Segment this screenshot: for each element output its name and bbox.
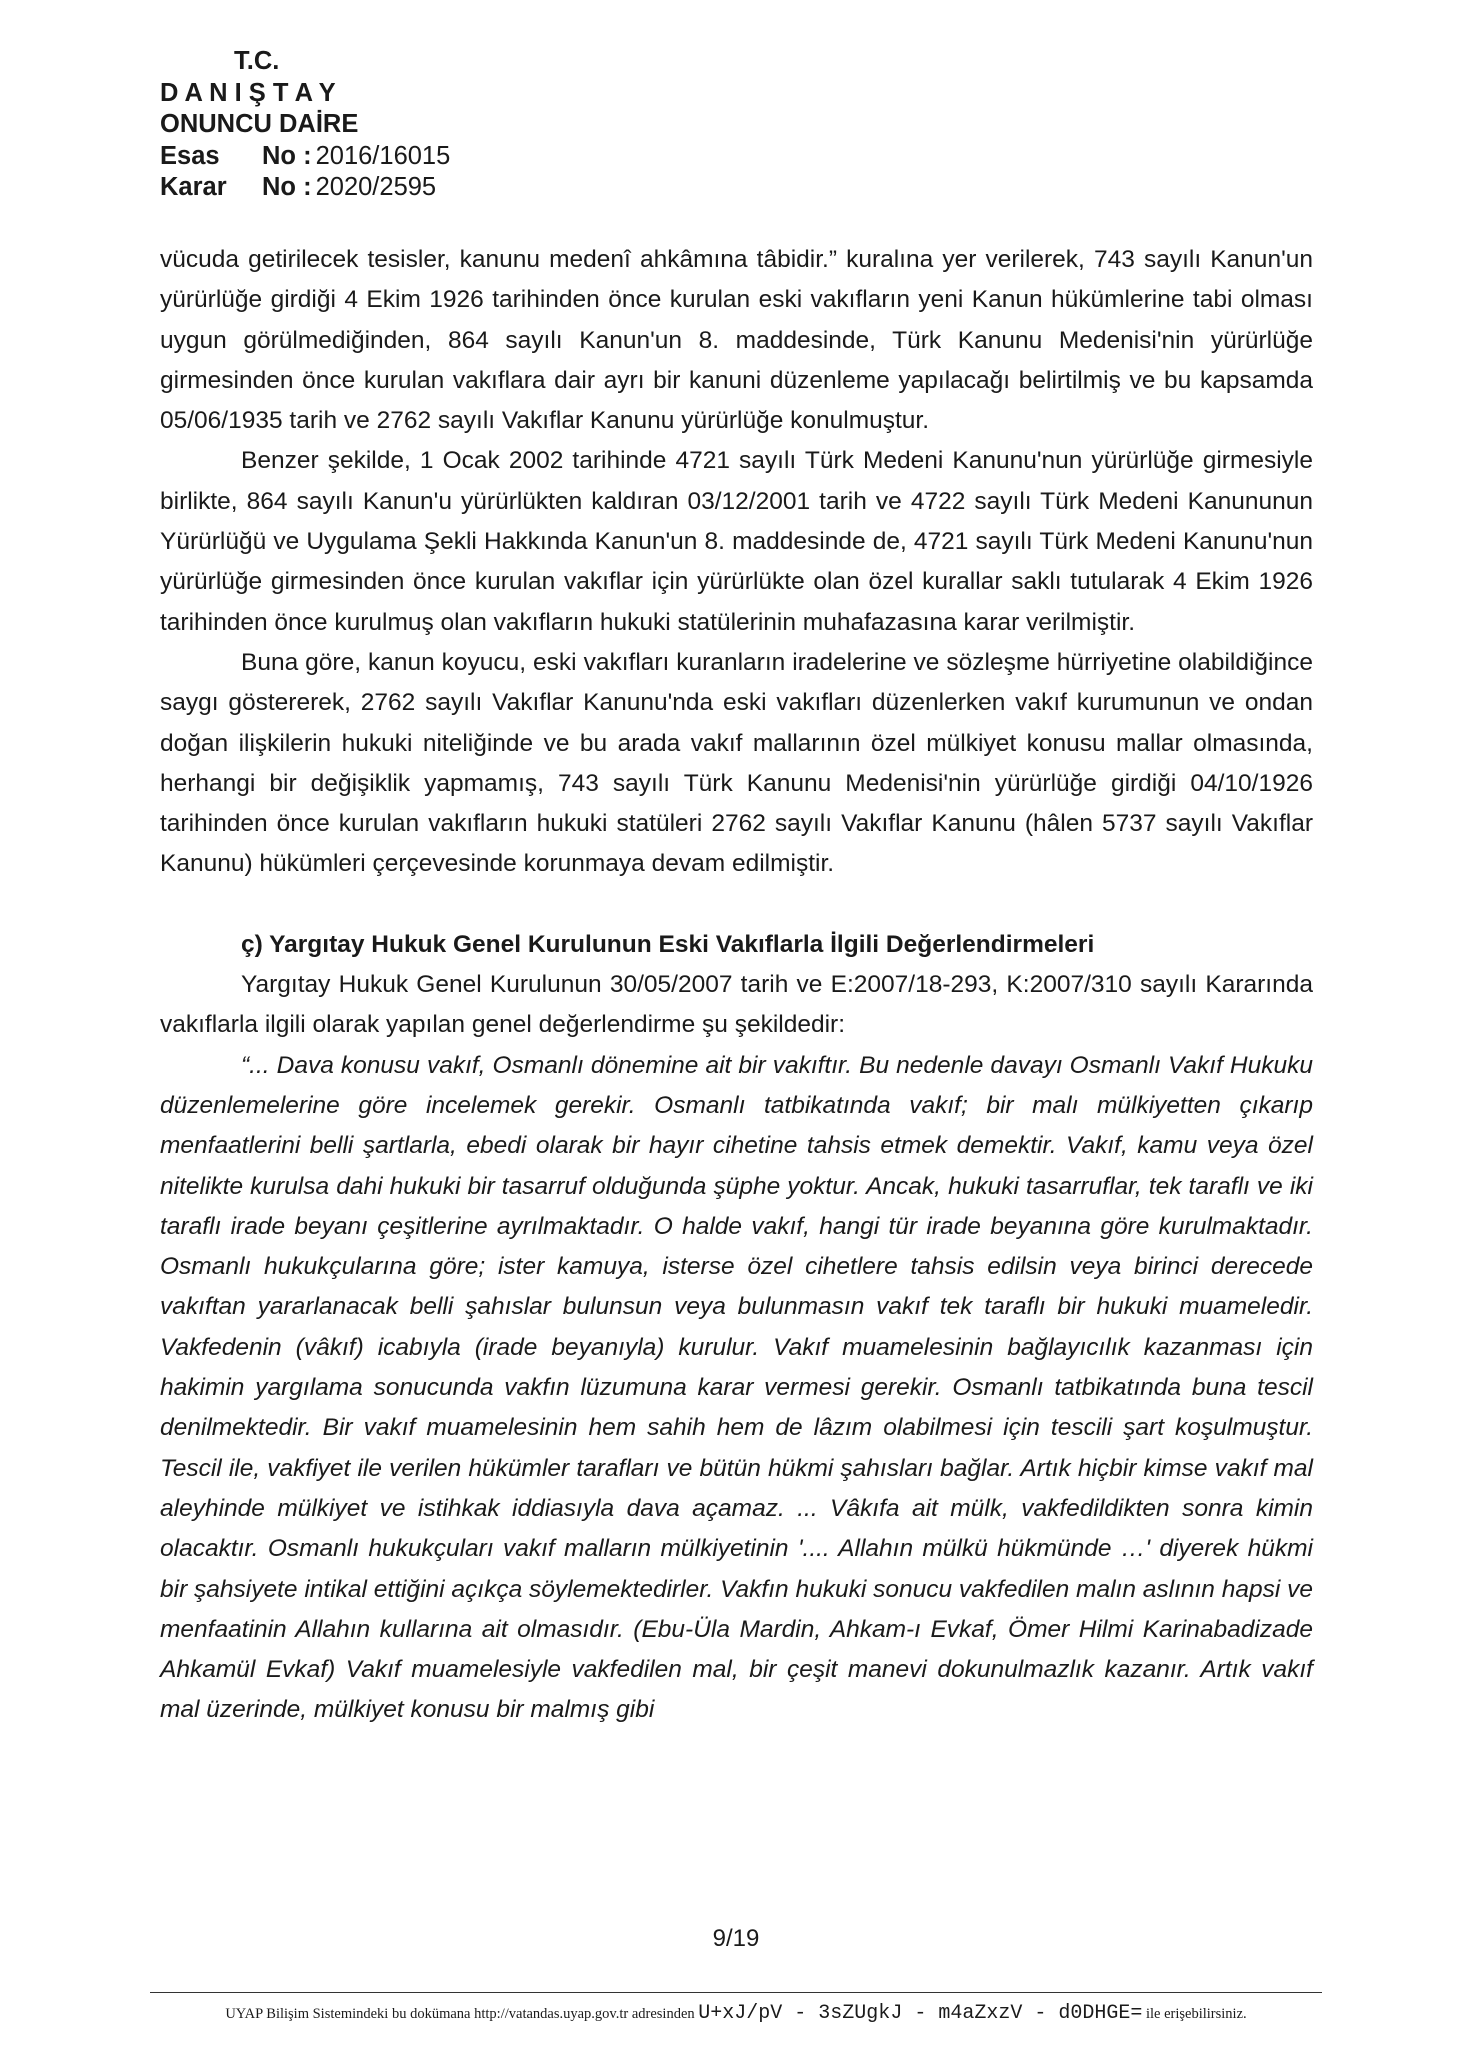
paragraph-continued: vücuda getirilecek tesisler, kanunu medenî ahkâmına tâbidir.” kuralına yer verilerek, 743 sayılı Kanun'un yürürlüğe girdiği 4 Ekim 1926 tarihinden önce kurulan eski vakıfların yeni Kanun hükümlerine tabi olması uygun görülmediğinden, 864 sayılı Kanun'un 8. maddesinde, Türk Kanunu Medenisi'nin yürürlüğe girmesinden önce kurulan vakıflara dair ayrı bir kanuni düzenleme yapılacağı belirtilmiş ve bu kapsamda 05/06/1935 tarih ve 2762 sayılı Vakıflar Kanunu yürürlüğe konulmuştur.	[160, 246, 1313, 435]
esas-no-label: No :	[262, 141, 312, 170]
footer-prefix: UYAP Bilişim Sistemindeki bu dokümana http://vatandas.uyap.gov.tr adresinden	[225, 2006, 695, 2022]
header-court: D A N I Ş T A Y	[160, 78, 336, 107]
esas-number: 2016/16015	[315, 141, 451, 170]
footer-suffix: ile erişebilirsiniz.	[1145, 2006, 1247, 2022]
page-number: 9/19	[712, 1925, 760, 1952]
karar-number: 2020/2595	[315, 173, 437, 201]
esas-label: Esas	[160, 141, 220, 170]
karar-no-label: No :	[262, 173, 312, 201]
document-body	[160, 240, 1313, 1731]
header-chamber: ONUNCU DAİRE	[160, 110, 359, 138]
karar-row	[160, 172, 450, 204]
quoted-paragraph: “... Dava konusu vakıf, Osmanlı dönemine ait bir vakıftır. Bu nedenle davayı Osmanlı Vakıf Hukuku düzenlemelerine göre incelemek gerekir. Osmanlı tatbikatında vakıf; bir malı mülkiyetten çıkarıp menfaatlerini belli şartlarla, ebedi olarak bir hayır cihetine tahsis etmek demektir. Vakıf, kamu veya özel nitelikte kurulsa dahi hukuki bir tasarruf olduğunda şüphe yoktur. Ancak, hukuki tasarruflar, tek taraflı ve iki taraflı irade beyanı çeşitlerine ayrılmaktadır. O halde vakıf, hangi tür irade beyanına göre kurulmaktadır. Osmanlı hukukçularına göre; ister kamuya, isterse özel cihetlere tahsis edilsin veya birinci derecede vakıftan yararlanacak belli şahıslar bulunsun veya bulunmasın vakıf tek taraflı bir hukuki muameledir. Vakfedenin (vâkıf) icabıyla (irade beyanıyla) kurulur. Vakıf muamelesinin bağlayıcılık kazanması için hakimin yargılama sonucunda vakfın lüzumuna karar vermesi gerekir. Osmanlı tatbikatında buna tescil denilmektedir. Bir vakıf muamelesinin hem sahih hem de lâzım olabilmesi için tescili şart koşulmuştur. Tescil ile, vakfiyet ile verilen hükümler tarafları ve bütün hükmi şahısları bağlar. Artık hiçbir kimse vakıf mal aleyhinde mülkiyet ve istihkak iddiasıyla dava açamaz. ... Vâkıfa ait mülk, vakfedildikten sonra kimin olacaktır. Osmanlı hukukçuları vakıf malların mülkiyetinin '.... Allahın mülkü hükmünde …' diyerek hükmi bir şahsiyete intikal ettiğini açıkça söylemektedirler. Vakfın hukuki sonucu vakfedilen malın aslının hapsi ve menfaatinin Allahın kullarına ait olmasıdır. (Ebu-Üla Mardin, Ahkam-ı Evkaf, Ömer Hilmi Karinabadizade Ahkamül Evkaf) Vakıf muamelesiyle vakfedilen mal, bir çeşit manevi dokunulmazlık kazanır. Artık vakıf mal üzerinde, mülkiyet konusu bir malmış gibi	[160, 1051, 1313, 1724]
verification-code: U+xJ/pV - 3sZUgkJ - m4aZxzV - d0DHGE=	[698, 2002, 1143, 2025]
esas-row	[160, 141, 450, 173]
paragraph-benzer-sekilde: Benzer şekilde, 1 Ocak 2002 tarihinde 4721 sayılı Türk Medeni Kanunu'nun yürürlüğe girmesiyle birlikte, 864 sayılı Kanun'u yürürlükten kaldıran 03/12/2001 tarih ve 4722 sayılı Türk Medeni Kanununun Yürürlüğü ve Uygulama Şekli Hakkında Kanun'un 8. maddesinde de, 4721 sayılı Türk Medeni Kanunu'nun yürürlüğe girmesinden önce kurulan vakıflar için yürürlükte olan özel kurallar saklı tutularak 4 Ekim 1926 tarihinden önce kurulmuş olan vakıfların hukuki statülerinin muhafazasına karar verilmiştir.	[160, 447, 1313, 636]
footer-verification	[150, 2002, 1322, 2025]
section-heading: ç) Yargıtay Hukuk Genel Kurulunun Eski Vakıflarla İlgili Değerlendirmeleri	[241, 930, 1095, 958]
paragraph-buna-gore: Buna göre, kanun koyucu, eski vakıfları kuranların iradelerine ve sözleşme hürriyetine olabildiğince saygı göstererek, 2762 sayılı Vakıflar Kanunu'nda eski vakıfları düzenlerken vakıf kurumunun ve ondan doğan ilişkilerin hukuki niteliğinde ve bu arada vakıf mallarının özel mülkiyet konusu mallar olmasında, herhangi bir değişiklik yapmamış, 743 sayılı Türk Kanunu Medenisi'nin yürürlüğe girdiği 04/10/1926 tarihinden önce kurulan vakıfların hukuki statüleri 2762 sayılı Vakıflar Kanunu (hâlen 5737 sayılı Vakıflar Kanunu) hükümleri çerçevesinde korunmaya devam edilmiştir.	[160, 648, 1313, 878]
document-header	[160, 46, 450, 204]
footer-divider	[150, 1992, 1322, 1993]
karar-label: Karar	[160, 173, 227, 201]
header-tc: T.C.	[234, 47, 280, 75]
paragraph-yargitay: Yargıtay Hukuk Genel Kurulunun 30/05/2007 tarih ve E:2007/18-293, K:2007/310 sayılı Kararında vakıflarla ilgili olarak yapılan genel değerlendirme şu şekildedir:	[160, 971, 1313, 1039]
